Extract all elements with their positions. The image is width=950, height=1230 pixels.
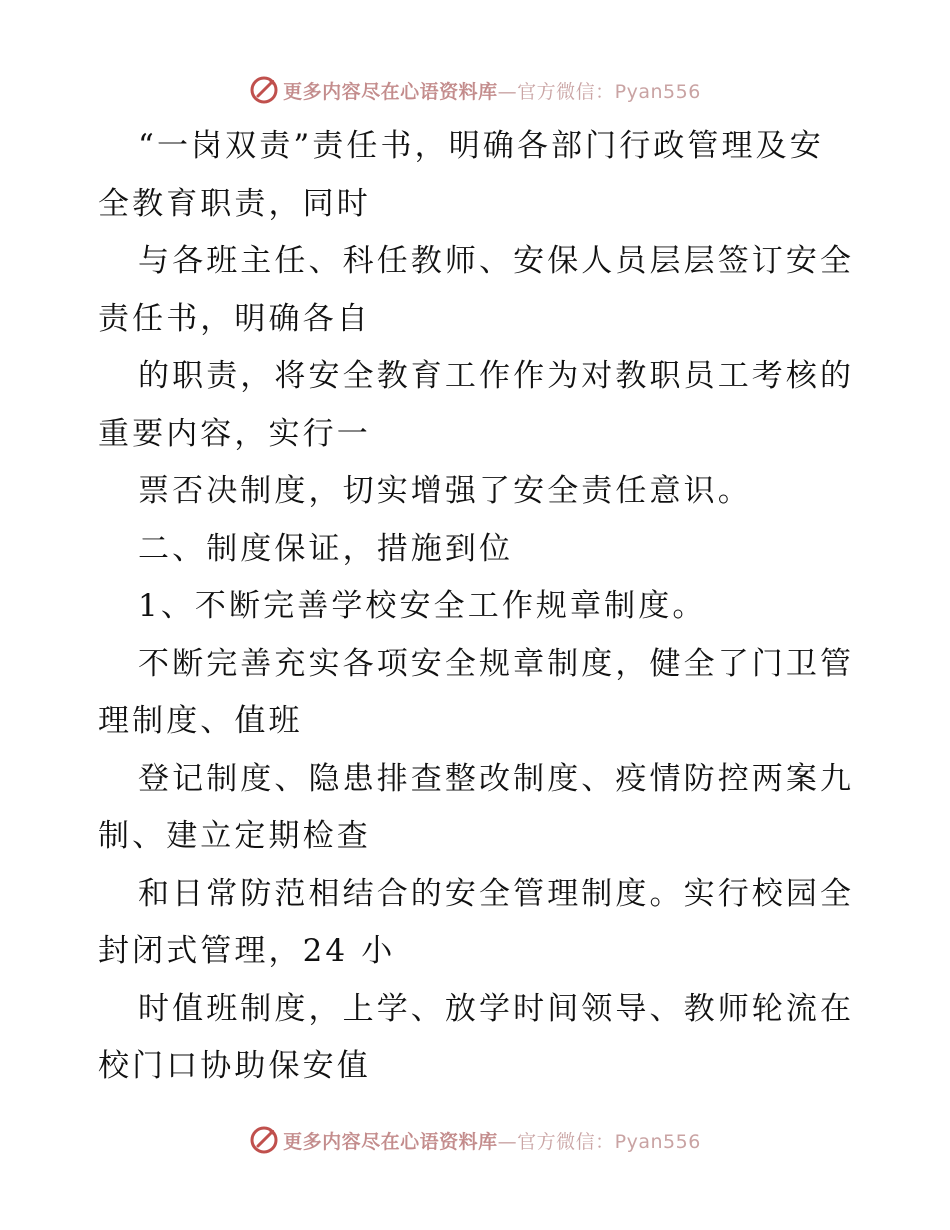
quill-logo-icon: [249, 1125, 279, 1155]
body-line: 理制度、值班: [98, 703, 303, 739]
body-line: 校门口协助保安值: [98, 1048, 371, 1084]
footer-watermark: [0, 1120, 950, 1160]
body-line: 重要内容，实行一: [98, 415, 371, 452]
document-body: [98, 118, 858, 1096]
subsection-heading: 1、不断完善学校安全工作规章制度。: [138, 588, 707, 624]
body-line: “一岗双责”责任书，明确各部门行政管理及安: [138, 128, 824, 164]
body-line: 制、建立定期检查: [98, 818, 371, 854]
body-line: 和日常防范相结合的安全管理制度。实行校园全: [138, 875, 855, 912]
section-heading: 二、制度保证，措施到位: [138, 530, 514, 567]
body-line: 封闭式管理，24 小: [98, 933, 396, 969]
header-dash: —: [497, 80, 518, 103]
footer-official-wechat: 官方微信：Pyan556: [517, 1130, 701, 1153]
header-brand: 更多内容尽在心语资料库: [283, 80, 498, 103]
body-line: 不断完善充实各项安全规章制度，健全了门卫管: [138, 645, 855, 682]
header-official-wechat: 官方微信：Pyan556: [517, 80, 701, 103]
body-line: 与各班主任、科任教师、安保人员层层签订安全: [138, 243, 855, 279]
header-watermark: [0, 70, 950, 110]
footer-brand: 更多内容尽在心语资料库: [283, 1130, 498, 1153]
quill-logo-icon: [249, 75, 279, 105]
body-line: 时值班制度，上学、放学时间领导、教师轮流在: [138, 990, 855, 1027]
body-line: 全教育职责，同时: [98, 185, 371, 222]
body-line: 登记制度、隐患排查整改制度、疫情防控两案九: [138, 760, 855, 797]
body-line: 票否决制度，切实增强了安全责任意识。: [138, 473, 752, 509]
footer-dash: —: [497, 1130, 518, 1153]
body-line: 责任书，明确各自: [98, 300, 371, 337]
body-line: 的职责，将安全教育工作作为对教职员工考核的: [138, 358, 855, 394]
